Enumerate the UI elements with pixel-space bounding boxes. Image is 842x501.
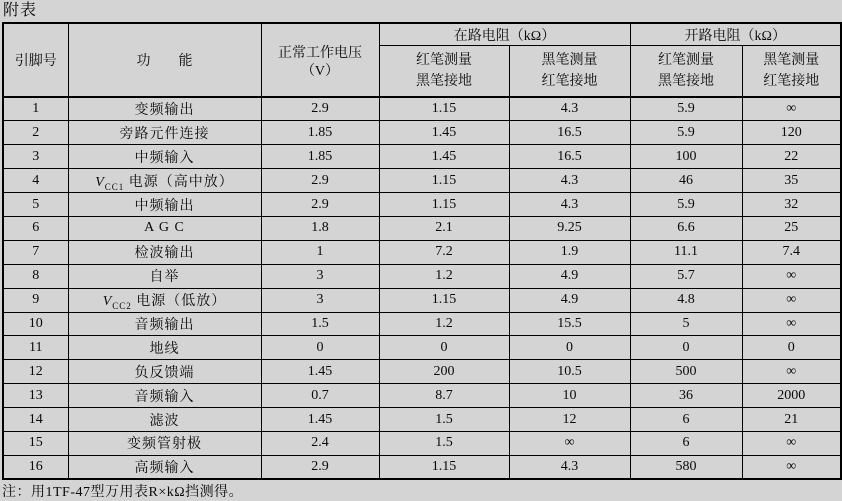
working-voltage-header <box>261 23 379 97</box>
open-circuit-black-probe-header <box>742 46 841 98</box>
open-circuit-black-probe-cell: 21 <box>742 408 841 432</box>
in-circuit-red-probe-cell: 0 <box>379 336 509 360</box>
in-circuit-red-probe-cell: 1.15 <box>379 97 509 121</box>
pin-number-cell: 14 <box>3 408 68 432</box>
in-circuit-black-probe-cell: 15.5 <box>509 312 630 336</box>
table-row <box>3 145 841 169</box>
open-circuit-red-probe-cell: 36 <box>630 384 742 408</box>
in-circuit-red-probe-cell: 1.15 <box>379 288 509 312</box>
table-row <box>3 264 841 288</box>
function-header: 功 能 <box>68 23 261 97</box>
in-circuit-red-probe-cell: 1.5 <box>379 431 509 455</box>
working-voltage-cell: 2.4 <box>261 431 379 455</box>
in-circuit-red-probe-cell: 1.45 <box>379 145 509 169</box>
table-row <box>3 216 841 240</box>
table-row <box>3 169 841 193</box>
pin-number-cell: 11 <box>3 336 68 360</box>
in-circuit-black-probe-header-line2: 红笔接地 <box>541 74 598 89</box>
pin-number-cell: 16 <box>3 455 68 479</box>
in-circuit-red-probe-cell: 1.15 <box>379 193 509 217</box>
in-circuit-red-probe-header <box>379 46 509 98</box>
in-circuit-black-probe-cell: 12 <box>509 408 630 432</box>
open-circuit-black-probe-cell: 35 <box>742 169 841 193</box>
working-voltage-cell: 3 <box>261 264 379 288</box>
in-circuit-red-probe-cell: 200 <box>379 360 509 384</box>
in-circuit-black-probe-cell: 4.9 <box>509 288 630 312</box>
table-row <box>3 121 841 145</box>
open-circuit-black-probe-cell: ∞ <box>742 264 841 288</box>
working-voltage-cell: 0.7 <box>261 384 379 408</box>
open-circuit-black-probe-cell: 120 <box>742 121 841 145</box>
table-row <box>3 455 841 479</box>
working-voltage-cell: 1.45 <box>261 360 379 384</box>
in-circuit-black-probe-header-line1: 黑笔测量 <box>541 53 598 68</box>
pin-number-cell: 12 <box>3 360 68 384</box>
in-circuit-black-probe-cell: 4.3 <box>509 193 630 217</box>
open-circuit-red-probe-cell: 4.8 <box>630 288 742 312</box>
working-voltage-cell: 1.5 <box>261 312 379 336</box>
pin-number-cell: 7 <box>3 240 68 264</box>
open-circuit-red-probe-cell: 6 <box>630 431 742 455</box>
table-row <box>3 384 841 408</box>
function-cell: 中频输入 <box>68 145 261 169</box>
pin-number-cell: 15 <box>3 431 68 455</box>
open-circuit-red-probe-cell: 5.9 <box>630 193 742 217</box>
in-circuit-black-probe-cell: 16.5 <box>509 121 630 145</box>
pin-number-cell: 2 <box>3 121 68 145</box>
open-circuit-red-probe-header-line2: 黑笔接地 <box>658 74 714 89</box>
in-circuit-black-probe-cell: 4.3 <box>509 455 630 479</box>
function-cell: $V_{CC1}$ 电源（高中放） <box>68 169 261 193</box>
footnote: 注：用1TF-47型万用表R×kΩ挡测得。 <box>2 485 244 500</box>
in-circuit-black-probe-cell: 0 <box>509 336 630 360</box>
function-cell: 滤波 <box>68 408 261 432</box>
pin-spec-table <box>2 22 842 480</box>
open-circuit-black-probe-cell: 22 <box>742 145 841 169</box>
pin-number-cell: 6 <box>3 216 68 240</box>
function-cell: $V_{CC2}$ 电源（低放） <box>68 288 261 312</box>
table-row <box>3 312 841 336</box>
working-voltage-cell: 0 <box>261 336 379 360</box>
open-circuit-red-probe-cell: 11.1 <box>630 240 742 264</box>
open-circuit-black-probe-cell: ∞ <box>742 455 841 479</box>
in-circuit-red-probe-cell: 1.2 <box>379 312 509 336</box>
open-circuit-red-probe-cell: 5 <box>630 312 742 336</box>
table-row <box>3 431 841 455</box>
function-cell: 自举 <box>68 264 261 288</box>
working-voltage-cell: 2.9 <box>261 455 379 479</box>
in-circuit-red-probe-cell: 1.15 <box>379 169 509 193</box>
open-circuit-red-probe-header-line1: 红笔测量 <box>658 53 714 68</box>
function-cell: 变频输出 <box>68 97 261 121</box>
in-circuit-black-probe-cell: 9.25 <box>509 216 630 240</box>
working-voltage-header-line2: （V） <box>300 64 340 79</box>
open-circuit-black-probe-cell: ∞ <box>742 360 841 384</box>
table-header <box>3 23 841 97</box>
function-cell: 变频管射极 <box>68 431 261 455</box>
function-cell: 地线 <box>68 336 261 360</box>
function-cell: 旁路元件连接 <box>68 121 261 145</box>
working-voltage-cell: 2.9 <box>261 97 379 121</box>
page-title: 附表 <box>3 2 38 19</box>
open-circuit-red-probe-cell: 6.6 <box>630 216 742 240</box>
pin-number-cell: 8 <box>3 264 68 288</box>
pin-number-cell: 4 <box>3 169 68 193</box>
open-circuit-black-probe-cell: 2000 <box>742 384 841 408</box>
in-circuit-black-probe-cell: 4.3 <box>509 97 630 121</box>
open-circuit-black-probe-cell: ∞ <box>742 312 841 336</box>
table-row <box>3 240 841 264</box>
open-circuit-red-probe-cell: 5.7 <box>630 264 742 288</box>
in-circuit-black-probe-cell: 4.9 <box>509 264 630 288</box>
in-circuit-red-probe-cell: 2.1 <box>379 216 509 240</box>
open-circuit-red-probe-cell: 46 <box>630 169 742 193</box>
function-cell: A G C <box>68 216 261 240</box>
in-circuit-black-probe-cell: 10 <box>509 384 630 408</box>
table-body <box>3 97 841 479</box>
function-cell: 负反馈端 <box>68 360 261 384</box>
in-circuit-black-probe-cell: 16.5 <box>509 145 630 169</box>
table-row <box>3 97 841 121</box>
function-cell: 高频输入 <box>68 455 261 479</box>
open-circuit-black-probe-cell: 25 <box>742 216 841 240</box>
in-circuit-red-probe-cell: 7.2 <box>379 240 509 264</box>
working-voltage-cell: 2.9 <box>261 169 379 193</box>
working-voltage-cell: 1.8 <box>261 216 379 240</box>
in-circuit-black-probe-header <box>509 46 630 98</box>
table-row <box>3 288 841 312</box>
working-voltage-cell: 1.85 <box>261 121 379 145</box>
in-circuit-red-probe-cell: 1.15 <box>379 455 509 479</box>
pin-number-cell: 10 <box>3 312 68 336</box>
open-circuit-red-probe-header <box>630 46 742 98</box>
in-circuit-red-probe-header-line2: 黑笔接地 <box>416 74 472 89</box>
open-circuit-red-probe-cell: 6 <box>630 408 742 432</box>
pin-number-cell: 13 <box>3 384 68 408</box>
pin-number-header: 引脚号 <box>3 23 68 97</box>
pin-number-cell: 5 <box>3 193 68 217</box>
table-row <box>3 336 841 360</box>
in-circuit-red-probe-cell: 1.2 <box>379 264 509 288</box>
working-voltage-cell: 2.9 <box>261 193 379 217</box>
open-circuit-black-probe-header-line1: 黑笔测量 <box>763 53 820 68</box>
table-row <box>3 408 841 432</box>
open-circuit-black-probe-cell: 7.4 <box>742 240 841 264</box>
table-row <box>3 193 841 217</box>
working-voltage-cell: 1.45 <box>261 408 379 432</box>
open-circuit-black-probe-cell: 32 <box>742 193 841 217</box>
in-circuit-black-probe-cell: ∞ <box>509 431 630 455</box>
in-circuit-black-probe-cell: 10.5 <box>509 360 630 384</box>
open-circuit-black-probe-cell: 0 <box>742 336 841 360</box>
open-circuit-black-probe-cell: ∞ <box>742 431 841 455</box>
in-circuit-red-probe-cell: 1.45 <box>379 121 509 145</box>
function-cell: 中频输出 <box>68 193 261 217</box>
open-circuit-black-probe-cell: ∞ <box>742 288 841 312</box>
open-circuit-resistance-header: 开路电阻（kΩ） <box>630 23 841 46</box>
open-circuit-red-probe-cell: 100 <box>630 145 742 169</box>
pin-number-cell: 1 <box>3 97 68 121</box>
open-circuit-red-probe-cell: 580 <box>630 455 742 479</box>
open-circuit-red-probe-cell: 5.9 <box>630 97 742 121</box>
open-circuit-red-probe-cell: 500 <box>630 360 742 384</box>
open-circuit-black-probe-header-line2: 红笔接地 <box>763 74 820 89</box>
in-circuit-red-probe-cell: 8.7 <box>379 384 509 408</box>
in-circuit-black-probe-cell: 1.9 <box>509 240 630 264</box>
function-cell: 音频输出 <box>68 312 261 336</box>
function-cell: 检波输出 <box>68 240 261 264</box>
in-circuit-resistance-header: 在路电阻（kΩ） <box>379 23 630 46</box>
pin-number-cell: 3 <box>3 145 68 169</box>
table-row <box>3 360 841 384</box>
pin-number-cell: 9 <box>3 288 68 312</box>
open-circuit-black-probe-cell: ∞ <box>742 97 841 121</box>
working-voltage-cell: 1 <box>261 240 379 264</box>
function-cell: 音频输入 <box>68 384 261 408</box>
in-circuit-red-probe-header-line1: 红笔测量 <box>416 53 472 68</box>
in-circuit-black-probe-cell: 4.3 <box>509 169 630 193</box>
in-circuit-red-probe-cell: 1.5 <box>379 408 509 432</box>
open-circuit-red-probe-cell: 0 <box>630 336 742 360</box>
open-circuit-red-probe-cell: 5.9 <box>630 121 742 145</box>
working-voltage-header-line1: 正常工作电压 <box>278 46 362 61</box>
working-voltage-cell: 3 <box>261 288 379 312</box>
working-voltage-cell: 1.85 <box>261 145 379 169</box>
